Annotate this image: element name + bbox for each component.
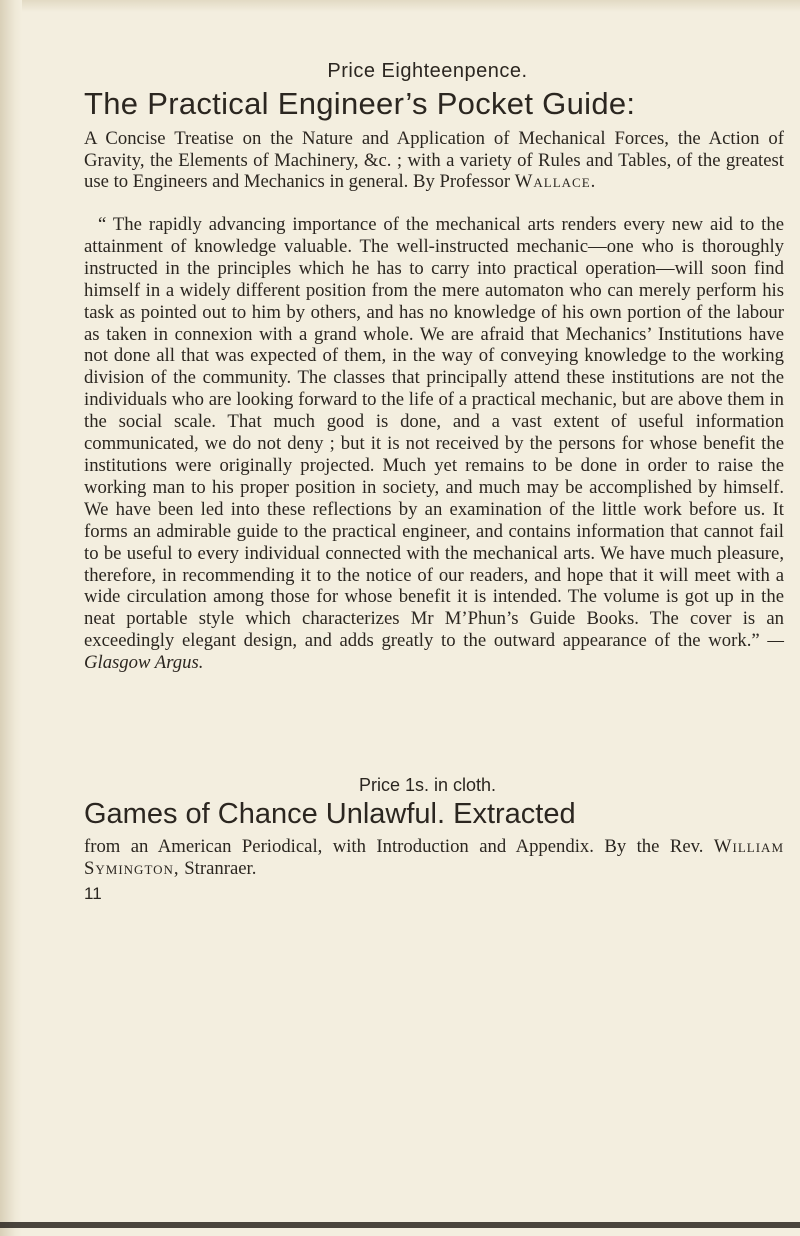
entry2-title: Games of Chance Unlawful. Extracted (84, 798, 576, 830)
entry1-review-text: “ The rapidly advancing importance of the mechanical arts renders every new aid to the attainment of knowledge valuable. The well-instructed mechanic—one who is thoroughly instructed in the principles which he has to carry into practical operation—will soon find himself in a widely different position from the mere automaton who can merely perform his task as pointed out to him by others, and has no knowledge of his own portion of the labour as taken in connexion with a grand whole. We are afraid that Mechanics’ Institutions have not done all that was expected of them, in the way of conveying knowledge to the working division of the community. The classes that principally attend these institutions are not the individuals who are looking forward to the life of a practical mechanic, but are above them in the social scale. That much good is done, and a vast extent of useful information communicated, we do not deny ; but it is not received by the persons for whose benefit the institutions were originally projected. Much yet remains to be done in order to raise the working man to his proper position in society, and much may be accomplished by himself. We have been led into these reflections by an examination of the little work before us. It forms an admirable guide to the practical engineer, and contains information that cannot fail to be useful to every individual connected with the mechanical arts. We have much pleasure, therefore, in recommending it to the notice of our readers, and hope that it will meet with a wide circulation among those for whose benefit it is intended. The volume is got up in the neat portable style which characterizes Mr M’Phun’s Guide Books. The cover is an exceedingly elegant design, and adds greatly to the outward appearance of the work.” (84, 214, 784, 652)
entry2-description (84, 836, 784, 879)
page-top-edge (0, 0, 800, 12)
page-number: 11 (84, 884, 102, 903)
entry1-price: Price Eighteenpence. (327, 60, 528, 82)
entry1-review-source: —Glasgow Argus. (84, 630, 785, 674)
entry2-place: Stranraer. (184, 857, 257, 879)
entry1-title: The Practical Engineer’s Pocket Guide: (84, 86, 636, 121)
entry2-price: Price 1s. in cloth. (358, 775, 497, 795)
page-bottom-rule (0, 1222, 800, 1228)
page-left-edge (0, 0, 22, 1236)
entry2-author: William Symington, (84, 836, 785, 879)
entry1-author: Wallace. (514, 171, 597, 192)
entry1-description (84, 128, 784, 193)
entry1-review (84, 214, 784, 674)
entry1-description-text: A Concise Treatise on the Nature and Application of Mechanical Forces, the Action of Gravity, the Elements of Machinery, &c. ; with a variety of Rules and Tables, of the greatest use to Engineers and Mechanics in general. By Professor (84, 128, 784, 192)
entry2-description-text: from an American Periodical, with Introduction and Appendix. By the Rev. (84, 836, 704, 857)
